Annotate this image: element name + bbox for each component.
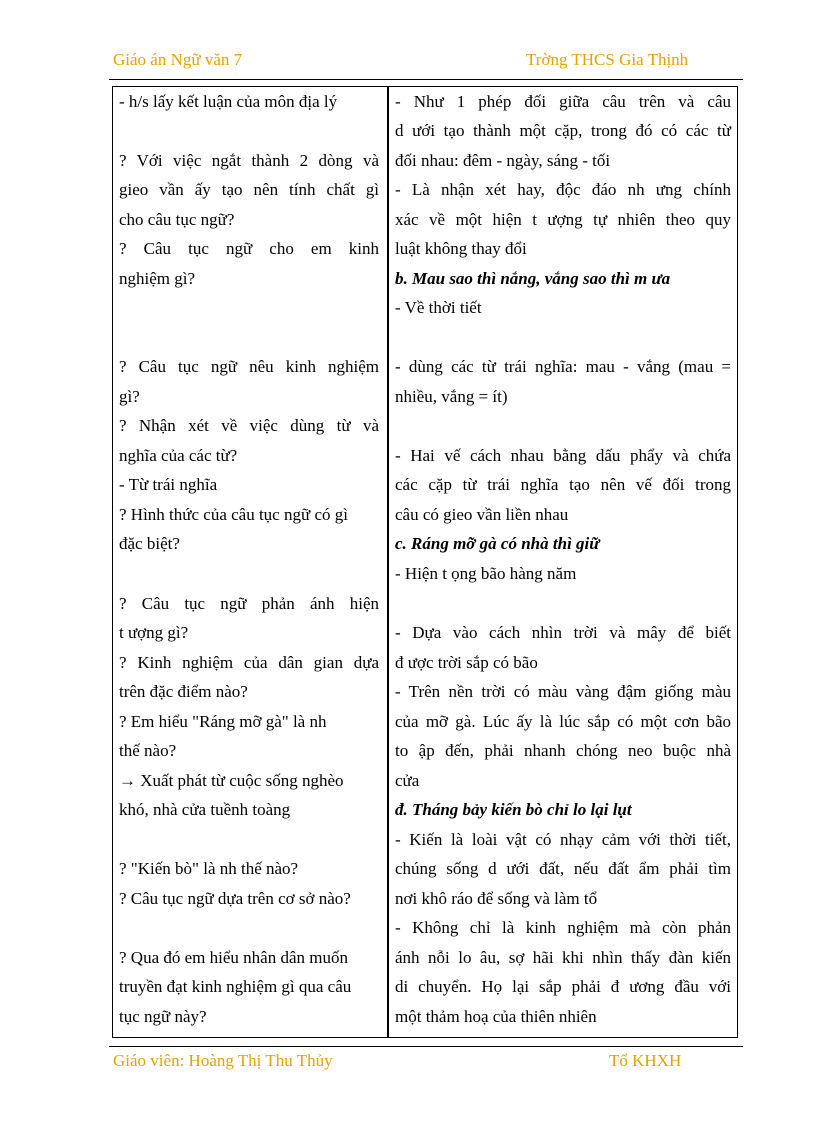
answer-line: to ập đến, phải nhanh chóng neo buộc nhà: [395, 741, 731, 760]
question-line: thế nào?: [119, 741, 177, 760]
question-line: cho câu tục ngữ?: [119, 210, 235, 229]
answer-line: - Hai vế cách nhau bằng dấu phẩy và chứa: [395, 446, 731, 465]
footer-rule: [109, 1046, 743, 1047]
answer-line: di chuyển. Họ lại sắp phải đ ương đầu với: [395, 977, 731, 996]
answer-line: đ ược trời sắp có bão: [395, 653, 538, 672]
answer-line: câu có gieo vần liền nhau: [395, 505, 569, 524]
question-line: → Xuất phát từ cuộc sống nghèo: [119, 771, 344, 790]
answer-line: - dùng các từ trái nghĩa: mau - vắng (mau =: [395, 357, 731, 376]
answer-line: - Kiến là loài vật có nhạy cảm với thời tiết,: [395, 830, 731, 849]
proverb-heading: đ. Tháng bảy kiến bò chỉ lo lại lụt: [395, 800, 632, 819]
answer-line: - Hiện t ọng bão hàng năm: [395, 564, 577, 583]
question-line: gì?: [119, 387, 140, 406]
proverb-heading: b. Mau sao thì nắng, vắng sao thì m ưa: [395, 269, 671, 288]
answer-line: - Không chỉ là kinh nghiệm mà còn phản: [395, 918, 731, 937]
question-line: ? Câu tục ngữ phản ánh hiện: [119, 594, 379, 613]
answer-line: - Như 1 phép đối giữa câu trên và câu: [395, 92, 731, 111]
question-line: ? Câu tục ngữ cho em kinh: [119, 239, 379, 258]
question-line: ? Câu tục ngữ nêu kinh nghiệm: [119, 357, 379, 376]
answer-line: - Dựa vào cách nhìn trời và mây để biết: [395, 623, 731, 642]
answer-line: một thảm hoạ của thiên nhiên: [395, 1007, 597, 1026]
header-title: Giáo án Ngữ văn 7: [113, 50, 243, 69]
question-line: gieo vần ấy tạo nên tính chất gì: [119, 180, 379, 199]
footer-department: Tổ KHXH: [609, 1051, 682, 1070]
question-line: truyền đạt kinh nghiệm gì qua câu: [119, 977, 352, 996]
answer-line: - Về thời tiết: [395, 298, 482, 317]
answer-line: d ưới tạo thành một cặp, trong đó có các từ: [395, 121, 731, 140]
answer-line: nhiều, vắng = ít): [395, 387, 508, 406]
question-line: ? Qua đó em hiểu nhân dân muốn: [119, 948, 348, 967]
answer-line: các cặp từ trái nghĩa tạo nên vế đối trong: [395, 475, 731, 494]
answer-column: [389, 87, 737, 1037]
answer-line: chúng sống d ưới đất, nếu đất ẩm phải tìm: [395, 859, 731, 878]
lesson-table: [112, 86, 738, 1038]
question-line: khó, nhà cửa tuềnh toàng: [119, 800, 291, 819]
header-school: Trờng THCS Gia Thịnh: [526, 50, 689, 69]
answer-line: nơi khô ráo để sống và làm tổ: [395, 889, 598, 908]
question-line: - h/s lấy kết luận của môn địa lý: [119, 92, 338, 111]
question-line: trên đặc điểm nào?: [119, 682, 248, 701]
question-line: ? Em hiểu "Ráng mỡ gà" là nh: [119, 712, 327, 731]
question-line: ? Hình thức của câu tục ngữ có gì: [119, 505, 348, 524]
header-rule: [109, 79, 743, 80]
answer-line: - Là nhận xét hay, độc đáo nh ưng chính: [395, 180, 731, 199]
question-column: [113, 87, 387, 1037]
question-line: nghiệm gì?: [119, 269, 196, 288]
question-line: ? "Kiến bò" là nh thế nào?: [119, 859, 299, 878]
answer-line: đối nhau: đêm - ngày, sáng - tối: [395, 151, 611, 170]
answer-line: luật không thay đổi: [395, 239, 527, 258]
answer-line: ánh nỗi lo âu, sợ hãi khi nhìn thấy đàn kiến: [395, 948, 731, 967]
question-line: - Từ trái nghĩa: [119, 475, 218, 494]
question-line: ? Nhận xét về việc dùng từ và: [119, 416, 379, 435]
answer-line: xác về một hiện t ượng tự nhiên theo quy: [395, 210, 731, 229]
footer-teacher: Giáo viên: Hoàng Thị Thu Thủy: [113, 1051, 333, 1070]
question-line: ? Với việc ngắt thành 2 dòng và: [119, 151, 379, 170]
question-line: đặc biệt?: [119, 534, 180, 553]
question-line: ? Câu tục ngữ dựa trên cơ sở nào?: [119, 889, 351, 908]
question-line: nghĩa của các từ?: [119, 446, 238, 465]
answer-line: cửa: [395, 771, 420, 790]
answer-line: của mỡ gà. Lúc ấy là lúc sắp có một cơn bão: [395, 712, 731, 731]
question-line: tục ngữ này?: [119, 1007, 207, 1026]
answer-line: - Trên nền trời có màu vàng đậm giống màu: [395, 682, 731, 701]
proverb-heading: c. Ráng mỡ gà có nhà thì giữ: [395, 534, 600, 553]
question-line: ? Kinh nghiệm của dân gian dựa: [119, 653, 379, 672]
question-line: t ượng gì?: [119, 623, 189, 642]
